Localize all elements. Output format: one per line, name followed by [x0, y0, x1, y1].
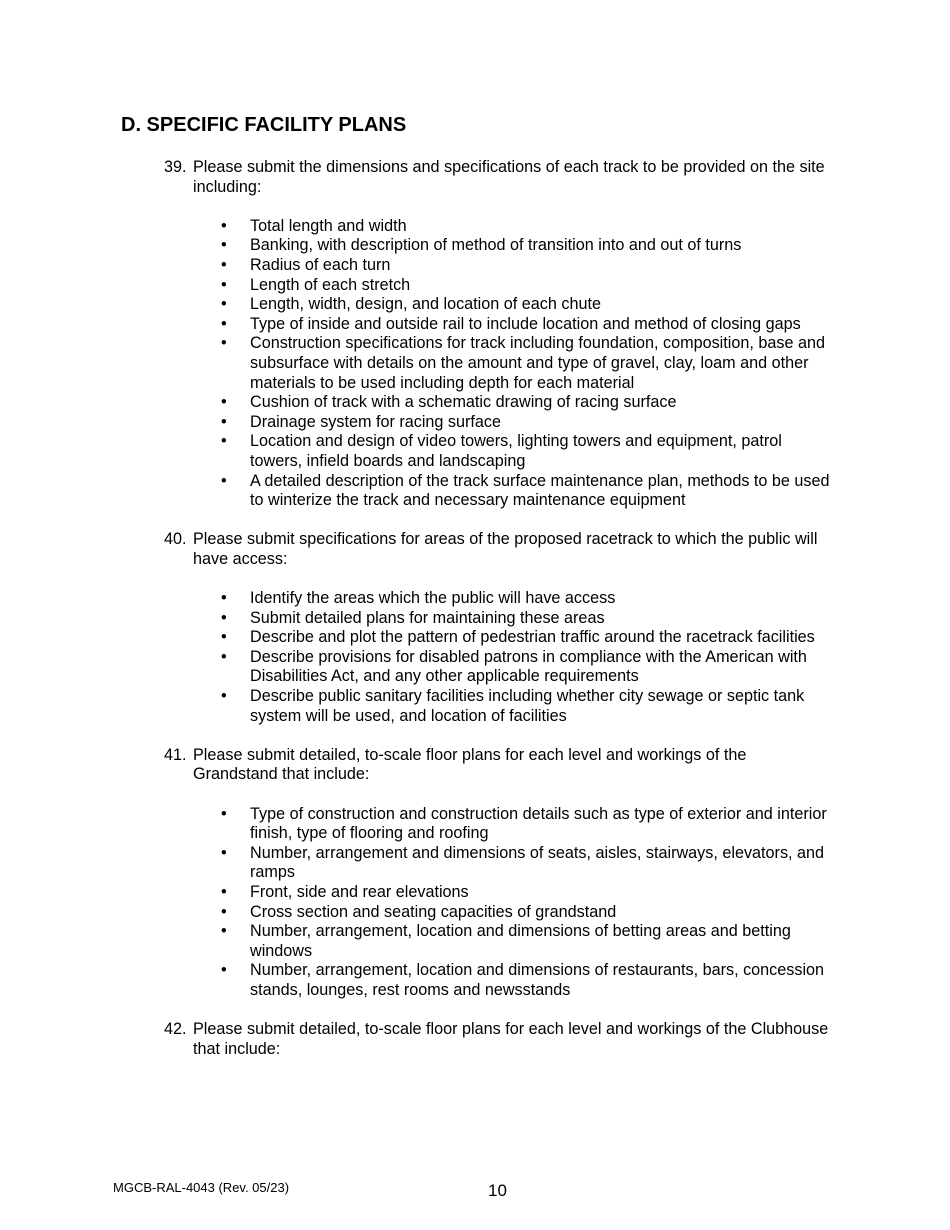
form-id: MGCB-RAL-4043 (Rev. 05/23) — [113, 1180, 290, 1195]
bullet-icon: • — [221, 314, 227, 333]
list-item — [221, 413, 834, 433]
bullet-text: Number, arrangement, location and dimensions of betting areas and betting windows — [250, 922, 791, 960]
bullet-icon: • — [221, 589, 227, 608]
bullet-text: Cushion of track with a schematic drawing of racing surface — [250, 393, 677, 412]
bullet-text: Submit detailed plans for maintaining these areas — [250, 608, 605, 627]
list-item — [221, 628, 834, 648]
list-item — [221, 805, 834, 844]
bullet-icon: • — [221, 334, 227, 353]
bullet-text: Cross section and seating capacities of grandstand — [250, 902, 617, 921]
bullet-text: Location and design of video towers, lighting towers and equipment, patrol towers, infield boards and landscaping — [250, 432, 782, 470]
bullet-text: Construction specifications for track including foundation, composition, base and subsurface with details on the amount and type of gravel, clay, loam and other materials to be used including depth for each material — [250, 334, 825, 392]
list-item — [221, 393, 834, 413]
bullet-text: Identify the areas which the public will have access — [250, 589, 616, 608]
bullet-text: Radius of each turn — [250, 255, 391, 274]
page-number: 10 — [488, 1181, 507, 1200]
bullet-icon: • — [221, 804, 227, 823]
bullet-list — [164, 217, 834, 511]
bullet-icon: • — [221, 236, 227, 255]
bullet-icon: • — [221, 275, 227, 294]
bullet-text: Front, side and rear elevations — [250, 882, 469, 901]
bullet-text: Type of construction and construction details such as type of exterior and interior finish, type of flooring and roofing — [250, 804, 827, 843]
question-text: Please submit detailed, to-scale floor plans for each level and workings of the Grandstand that include: — [193, 745, 747, 784]
question-item — [164, 158, 834, 511]
list-item — [221, 334, 834, 393]
question-text: Please submit detailed, to-scale floor plans for each level and workings of the Clubhouse that include: — [193, 1020, 829, 1058]
bullet-list — [164, 805, 834, 1001]
bullet-icon: • — [221, 961, 227, 980]
bullet-icon: • — [221, 393, 227, 412]
bullet-icon: • — [221, 843, 227, 862]
question-number: 39. — [164, 158, 187, 176]
bullet-text: A detailed description of the track surface maintenance plan, methods to be used to winterize the track and necessary maintenance equipment — [250, 471, 830, 510]
list-item — [221, 687, 834, 726]
bullet-icon: • — [221, 432, 227, 451]
question-number: 42. — [164, 1020, 187, 1039]
list-item — [221, 315, 834, 335]
bullet-list — [164, 589, 834, 726]
bullet-icon: • — [221, 471, 227, 490]
question-item — [164, 746, 834, 1001]
bullet-text: Number, arrangement, location and dimensions of restaurants, bars, concession stands, lounges, rest rooms and newsstands — [250, 961, 825, 999]
question-list — [164, 158, 834, 1079]
bullet-icon: • — [221, 216, 227, 235]
bullet-text: Describe and plot the pattern of pedestrian traffic around the racetrack facilities — [250, 628, 815, 647]
list-item — [221, 922, 834, 961]
bullet-text: Describe public sanitary facilities including whether city sewage or septic tank system will be used, and location of facilities — [250, 687, 805, 725]
list-item — [221, 961, 834, 1000]
bullet-icon: • — [221, 647, 227, 666]
bullet-text: Describe provisions for disabled patrons in compliance with the American with Disabilities Act, and any other applicable requirements — [250, 647, 807, 686]
bullet-icon: • — [221, 882, 227, 901]
question-item — [164, 1020, 834, 1059]
bullet-icon: • — [221, 687, 227, 706]
bullet-text: Type of inside and outside rail to include location and method of closing gaps — [250, 314, 801, 333]
list-item — [221, 256, 834, 276]
list-item — [221, 844, 834, 883]
bullet-icon: • — [221, 628, 227, 647]
bullet-icon: • — [221, 295, 227, 314]
question-number: 41. — [164, 745, 187, 764]
bullet-text: Total length and width — [250, 216, 407, 235]
bullet-icon: • — [221, 902, 227, 921]
question-number: 40. — [164, 530, 187, 549]
list-item — [221, 217, 834, 237]
bullet-icon: • — [221, 608, 227, 627]
list-item — [221, 276, 834, 296]
bullet-text: Length of each stretch — [250, 275, 411, 294]
list-item — [221, 472, 834, 511]
question-text: Please submit specifications for areas of the proposed racetrack to which the public will have access: — [193, 530, 818, 568]
bullet-icon: • — [221, 922, 227, 941]
bullet-text: Banking, with description of method of transition into and out of turns — [250, 236, 742, 255]
list-item — [221, 589, 834, 609]
list-item — [221, 432, 834, 471]
question-text: Please submit the dimensions and specifications of each track to be provided on the site including: — [193, 158, 825, 196]
bullet-text: Number, arrangement and dimensions of seats, aisles, stairways, elevators, and ramps — [250, 843, 825, 882]
list-item — [221, 883, 834, 903]
bullet-text: Length, width, design, and location of each chute — [250, 295, 601, 314]
section-heading: D. SPECIFIC FACILITY PLANS — [121, 114, 407, 136]
bullet-text: Drainage system for racing surface — [250, 412, 502, 431]
list-item — [221, 648, 834, 687]
list-item — [221, 236, 834, 256]
list-item — [221, 295, 834, 315]
list-item — [221, 609, 834, 629]
question-item — [164, 530, 834, 726]
bullet-icon: • — [221, 412, 227, 431]
list-item — [221, 903, 834, 923]
bullet-icon: • — [221, 255, 227, 274]
